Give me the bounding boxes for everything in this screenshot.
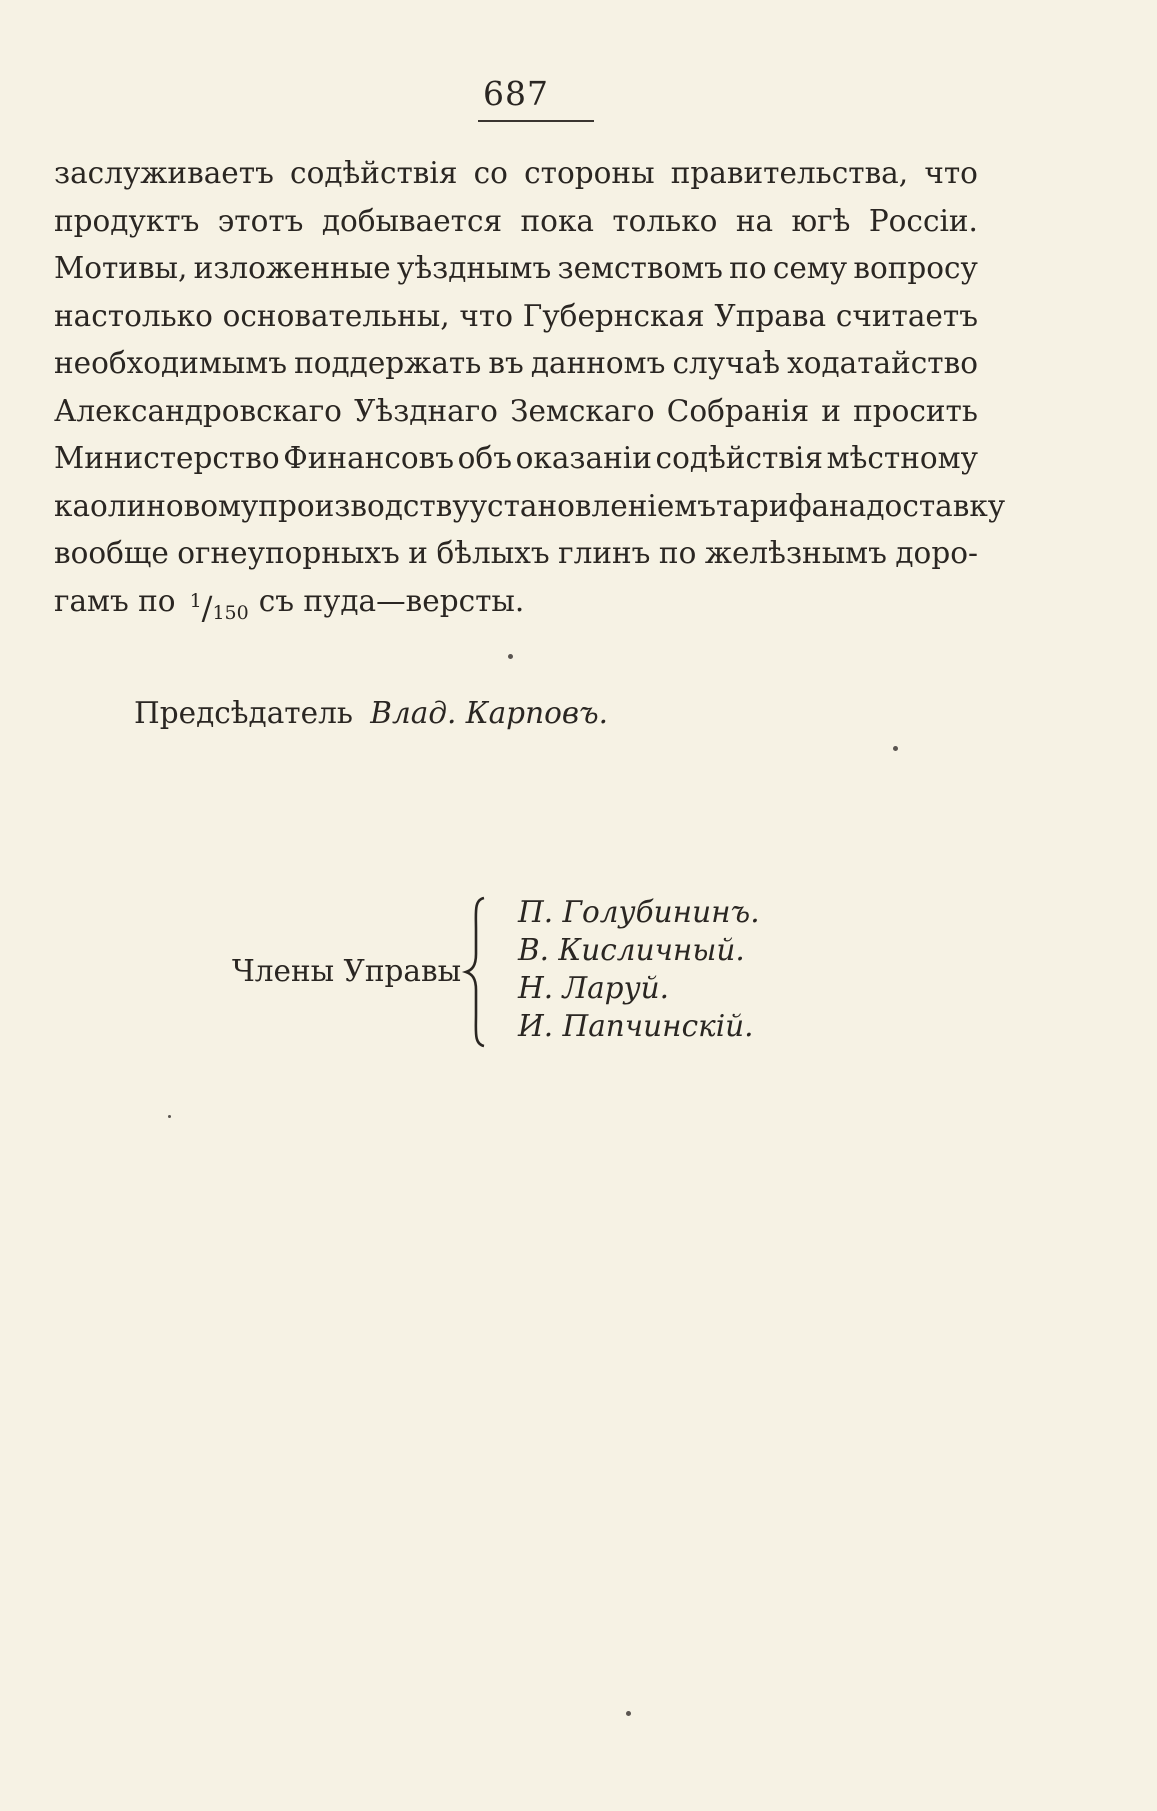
paragraph-word: вообще — [54, 536, 169, 570]
paragraph-word: на — [829, 488, 867, 523]
fraction-numerator: 1 — [189, 589, 202, 612]
paragraph-line-last — [54, 578, 978, 626]
paragraph-word: производству — [258, 488, 470, 523]
members-brace — [460, 896, 500, 1048]
paragraph-word: данномъ — [530, 346, 666, 380]
paragraph-word: этотъ — [217, 203, 304, 238]
paragraph-word: заслуживаетъ — [54, 156, 274, 190]
paragraph-word: продуктъ — [54, 203, 200, 238]
paragraph-word: оказаніи — [515, 441, 652, 475]
paragraph-line — [54, 293, 978, 341]
paragraph-word: ходатайство — [787, 346, 978, 380]
member-name: П. Голубининъ. — [518, 895, 760, 929]
paragraph-word: поддержать — [294, 346, 482, 380]
paragraph-word: изложенные — [193, 251, 391, 285]
page-number: 687 — [483, 74, 549, 113]
paragraph-word: бѣлыхъ — [436, 536, 550, 570]
paragraph-word: каолиновому — [54, 488, 259, 523]
paragraph-line — [54, 340, 978, 388]
member-name: И. Папчинскій. — [518, 1009, 754, 1043]
paragraph-word: основательны, — [222, 298, 450, 333]
paper-speck — [626, 1711, 631, 1716]
paragraph-line — [54, 198, 978, 246]
paragraph-line — [54, 388, 978, 436]
paragraph-word: правительства, — [670, 156, 909, 190]
paragraph-word: и — [821, 393, 841, 428]
paragraph-word: югѣ — [791, 203, 851, 238]
paragraph-word: огнеупорныхъ — [177, 536, 400, 570]
members-label: Члены Управы — [232, 954, 462, 988]
paragraph-word: Министерство — [54, 441, 280, 475]
paragraph-word: со — [473, 156, 508, 190]
paper-speck — [508, 654, 513, 659]
paragraph-word: стороны — [524, 156, 655, 190]
paragraph-word: установленіемъ — [469, 488, 716, 523]
paragraph-word: что — [459, 298, 514, 333]
paragraph-word: Мотивы, — [54, 251, 188, 285]
paper-speck — [168, 1115, 171, 1118]
fraction — [190, 578, 249, 626]
paragraph-word: просить — [853, 393, 978, 428]
paragraph-word: доро- — [895, 536, 978, 570]
paper-speck — [893, 746, 898, 751]
paragraph-word: только — [612, 203, 718, 238]
paragraph-word: содѣйствія — [655, 441, 823, 475]
member-name: В. Кисличный. — [518, 933, 745, 967]
paragraph-word: на — [735, 203, 774, 238]
paragraph-word: содѣйствія — [290, 156, 458, 190]
page-number-rule — [478, 120, 594, 122]
body-paragraph — [54, 150, 1006, 627]
chairman-label: Предсѣдатель — [134, 696, 353, 730]
paragraph-word: Собранія — [666, 393, 810, 428]
last-line-start: гамъ по — [54, 583, 176, 618]
paragraph-line — [54, 150, 978, 198]
paragraph-word: пока — [520, 203, 594, 238]
paragraph-word: въ — [488, 346, 524, 380]
paragraph-word: по — [658, 536, 697, 570]
paragraph-word: Россіи. — [868, 203, 978, 238]
paragraph-word: доставку — [866, 488, 1006, 523]
paragraph-word: добывается — [321, 203, 503, 238]
paragraph-word: и — [408, 536, 428, 570]
paragraph-word: мѣстному — [826, 441, 978, 475]
paragraph-word: Финансовъ — [283, 441, 454, 475]
paragraph-word: Александровскаго — [54, 393, 342, 428]
paragraph-word: вопросу — [853, 251, 978, 285]
paragraph-word: считаетъ — [835, 298, 978, 333]
paragraph-word: сему — [772, 251, 848, 285]
paragraph-line — [54, 530, 978, 578]
paragraph-word: желѣзнымъ — [704, 536, 887, 570]
paragraph-word: необходимымъ — [54, 346, 288, 380]
fraction-denominator: 150 — [212, 601, 249, 624]
chairman-name: Влад. Карповъ. — [370, 696, 609, 730]
paragraph-line — [54, 435, 978, 483]
paragraph-word: глинъ — [558, 536, 651, 570]
paragraph-word: случаѣ — [672, 346, 780, 380]
paragraph-word: Управа — [714, 298, 827, 333]
chairman-line — [134, 696, 608, 730]
members-list — [518, 893, 760, 1045]
paragraph-word: по — [729, 251, 767, 285]
paragraph-word: Земскаго — [510, 393, 655, 428]
paragraph-line — [54, 245, 978, 293]
paragraph-line — [54, 483, 1006, 531]
member-name: Н. Ларуй. — [518, 971, 670, 1005]
paragraph-word: что — [924, 156, 978, 190]
last-line-end: съ пуда—версты. — [258, 583, 525, 618]
fraction-slash: / — [201, 588, 213, 627]
paragraph-word: уѣзднымъ — [397, 251, 552, 285]
paragraph-word: настолько — [54, 298, 213, 333]
paragraph-word: Губернская — [522, 298, 705, 333]
paragraph-word: тарифа — [716, 488, 830, 523]
paragraph-word: Уѣзднаго — [354, 393, 498, 428]
paragraph-word: объ — [457, 441, 512, 475]
paragraph-word: земствомъ — [557, 251, 723, 285]
